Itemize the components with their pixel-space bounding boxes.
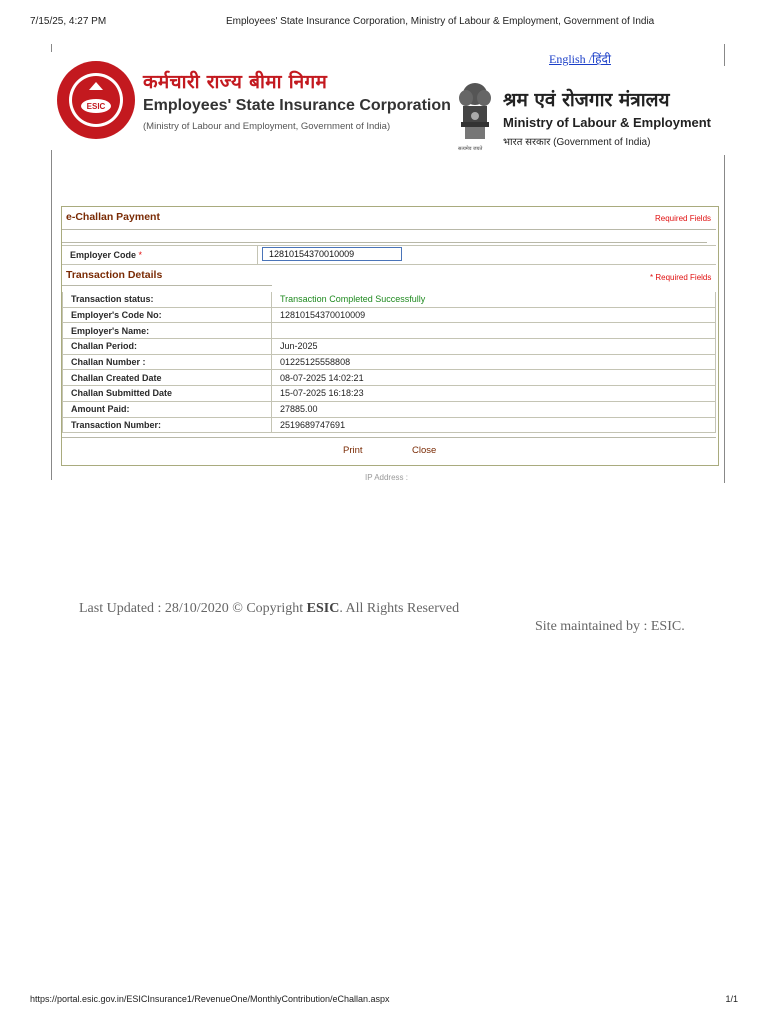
table-row bbox=[63, 339, 716, 355]
employer-code-label: Employer Code * bbox=[70, 250, 143, 260]
table-row bbox=[63, 354, 716, 370]
actions-divider bbox=[62, 437, 716, 438]
ministry-english-name: Ministry of Labour & Employment bbox=[503, 115, 712, 130]
employer-code-input[interactable] bbox=[262, 247, 402, 261]
detail-value: 15-07-2025 16:18:23 bbox=[272, 386, 716, 402]
last-updated-text: Last Updated : 28/10/2020 © Copyright ESIC. All Rights Reserved bbox=[79, 601, 460, 616]
detail-label: Amount Paid: bbox=[63, 401, 272, 417]
esic-english-name: Employees' State Insurance Corporation bbox=[143, 97, 451, 114]
table-row bbox=[63, 307, 716, 323]
table-row bbox=[63, 401, 716, 417]
table-row bbox=[63, 386, 716, 402]
ministry-hindi-name: श्रम एवं रोजगार मंत्रालय bbox=[503, 89, 670, 111]
print-page-title: Employees' State Insurance Corporation, Ministry of Labour & Employment, Government of India bbox=[226, 16, 655, 27]
frame-line-left bbox=[51, 44, 52, 52]
frame-line-left-lower bbox=[51, 150, 52, 480]
detail-label: Transaction Number: bbox=[63, 417, 272, 433]
detail-value: 2519689747691 bbox=[272, 417, 716, 433]
footer-brand: ESIC bbox=[306, 601, 340, 616]
ip-address-label: IP Address : bbox=[365, 473, 408, 482]
detail-label: Challan Period: bbox=[63, 339, 272, 355]
detail-label: Employer's Code No: bbox=[63, 307, 272, 323]
detail-label: Challan Submitted Date bbox=[63, 386, 272, 402]
required-fields-note: Required Fields bbox=[655, 214, 712, 223]
esic-subtitle: (Ministry of Labour and Employment, Government of India) bbox=[143, 121, 391, 132]
detail-label: Challan Number : bbox=[63, 354, 272, 370]
site-maintained-text: Site maintained by : ESIC. bbox=[535, 619, 685, 634]
title-divider-2 bbox=[62, 242, 707, 243]
language-toggle-link[interactable]: English /हिंदी bbox=[549, 52, 611, 66]
required-star: * bbox=[138, 250, 143, 260]
detail-value: 01225125558808 bbox=[272, 354, 716, 370]
title-divider bbox=[62, 229, 716, 230]
challan-title: e-Challan Payment bbox=[66, 211, 160, 223]
frame-line-right bbox=[724, 44, 725, 66]
government-line: भारत सरकार (Government of India) bbox=[503, 137, 651, 148]
table-row bbox=[63, 292, 716, 307]
detail-value: 12810154370010009 bbox=[272, 307, 716, 323]
close-button[interactable]: Close bbox=[412, 445, 437, 456]
ministry-branding bbox=[503, 86, 711, 148]
print-timestamp: 7/15/25, 4:27 PM bbox=[30, 16, 107, 27]
transaction-details-title: Transaction Details bbox=[66, 269, 163, 281]
transaction-required-note: * Required Fields bbox=[650, 273, 712, 282]
detail-label: Employer's Name: bbox=[63, 323, 272, 339]
print-button[interactable]: Print bbox=[343, 445, 363, 456]
frame-line-right-lower bbox=[724, 155, 725, 483]
transaction-title-divider bbox=[62, 285, 272, 286]
table-row bbox=[63, 417, 716, 433]
detail-value: 27885.00 bbox=[272, 401, 716, 417]
esic-logo bbox=[56, 60, 136, 140]
print-page-number: 1/1 bbox=[725, 994, 738, 1004]
table-row bbox=[63, 323, 716, 339]
print-url: https://portal.esic.gov.in/ESICInsurance1/RevenueOne/MonthlyContribution/eChallan.aspx bbox=[30, 994, 390, 1004]
esic-branding bbox=[143, 68, 451, 132]
emblem-caption: सत्यमेव जयते bbox=[458, 146, 483, 152]
detail-value bbox=[272, 323, 716, 339]
detail-label: Challan Created Date bbox=[63, 370, 272, 386]
detail-label: Transaction status: bbox=[63, 292, 272, 307]
detail-value: Jun-2025 bbox=[272, 339, 716, 355]
transaction-details-table bbox=[62, 292, 716, 433]
esic-hindi-name: कर्मचारी राज्य बीमा निगम bbox=[143, 71, 328, 93]
detail-value: Transaction Completed Successfully bbox=[272, 292, 716, 307]
detail-value: 08-07-2025 14:02:21 bbox=[272, 370, 716, 386]
esic-logo-text: ESIC bbox=[86, 102, 106, 111]
national-emblem-icon bbox=[455, 80, 495, 150]
table-row bbox=[63, 370, 716, 386]
employer-code-divider bbox=[257, 246, 258, 264]
